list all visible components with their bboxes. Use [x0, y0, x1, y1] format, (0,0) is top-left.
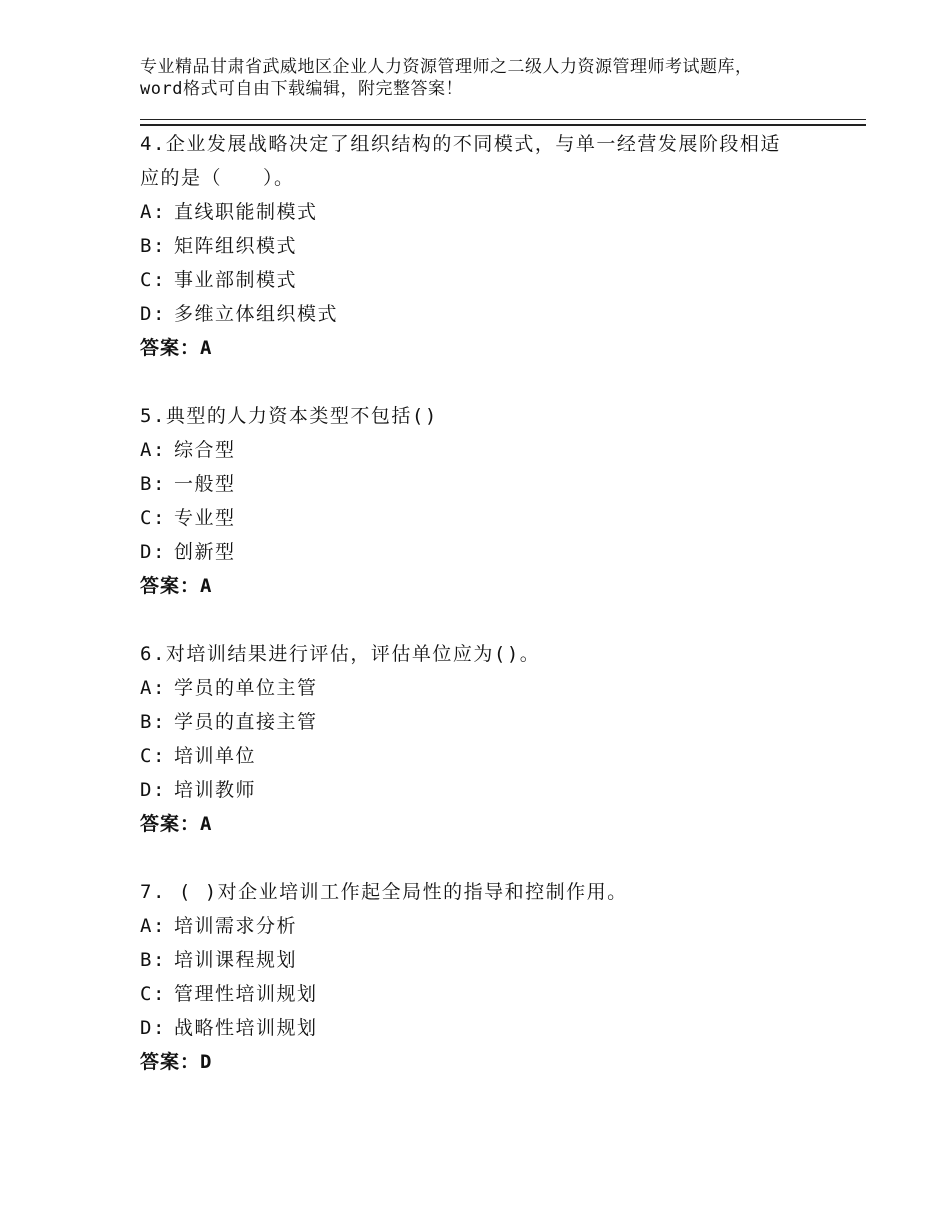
question-list [140, 127, 840, 1113]
question-stem: 5.典型的人力资本类型不包括() [140, 405, 438, 427]
answer-label: 答案：A [140, 813, 213, 835]
option-text: 培训单位 [174, 745, 257, 767]
option-b [140, 229, 840, 263]
option-text: 战略性培训规划 [174, 1017, 318, 1039]
option-text: 培训课程规划 [174, 949, 298, 971]
answer-label: 答案：A [140, 337, 213, 359]
option-b [140, 705, 840, 739]
option-c [140, 263, 840, 297]
option-text: 一般型 [174, 473, 236, 495]
option-d [140, 297, 840, 331]
option-b [140, 943, 840, 977]
option-text: 综合型 [174, 439, 236, 461]
option-letter: D: [140, 303, 166, 325]
option-a [140, 671, 840, 705]
option-letter: B: [140, 711, 166, 733]
document-header: 专业精品甘肃省武威地区企业人力资源管理师之二级人力资源管理师考试题库，word格式可自由下载编辑，附完整答案！ [140, 57, 753, 99]
header-divider-thick [140, 124, 866, 126]
option-letter: A: [140, 439, 166, 461]
option-text: 学员的单位主管 [174, 677, 318, 699]
question-5 [140, 399, 840, 603]
option-letter: A: [140, 201, 166, 223]
question-stem: 7. ( )对企业培训工作起全局性的指导和控制作用。 [140, 881, 628, 903]
option-text: 培训教师 [174, 779, 257, 801]
option-text: 学员的直接主管 [174, 711, 318, 733]
answer-label: 答案：A [140, 575, 213, 597]
option-letter: D: [140, 541, 166, 563]
option-c [140, 501, 840, 535]
header-divider-thin [140, 119, 866, 120]
option-text: 矩阵组织模式 [174, 235, 298, 257]
option-letter: D: [140, 1017, 166, 1039]
option-letter: C: [140, 745, 166, 767]
question-4 [140, 127, 840, 365]
option-a [140, 433, 840, 467]
option-letter: B: [140, 235, 166, 257]
option-text: 多维立体组织模式 [174, 303, 339, 325]
question-stem: 6.对培训结果进行评估，评估单位应为()。 [140, 643, 541, 665]
option-letter: D: [140, 779, 166, 801]
option-letter: C: [140, 507, 166, 529]
option-letter: A: [140, 677, 166, 699]
option-c [140, 739, 840, 773]
option-a [140, 909, 840, 943]
option-letter: C: [140, 983, 166, 1005]
option-d [140, 773, 840, 807]
option-d [140, 1011, 840, 1045]
option-text: 创新型 [174, 541, 236, 563]
option-text: 事业部制模式 [174, 269, 298, 291]
answer-label: 答案：D [140, 1051, 213, 1073]
option-text: 专业型 [174, 507, 236, 529]
question-stem: 4.企业发展战略决定了组织结构的不同模式，与单一经营发展阶段相适应的是（ ）。 [140, 133, 781, 189]
option-letter: B: [140, 473, 166, 495]
option-text: 培训需求分析 [174, 915, 298, 937]
option-c [140, 977, 840, 1011]
option-text: 管理性培训规划 [174, 983, 318, 1005]
question-7 [140, 875, 840, 1079]
option-d [140, 535, 840, 569]
question-6 [140, 637, 840, 841]
option-b [140, 467, 840, 501]
option-letter: A: [140, 915, 166, 937]
option-a [140, 195, 840, 229]
option-text: 直线职能制模式 [174, 201, 318, 223]
option-letter: B: [140, 949, 166, 971]
option-letter: C: [140, 269, 166, 291]
